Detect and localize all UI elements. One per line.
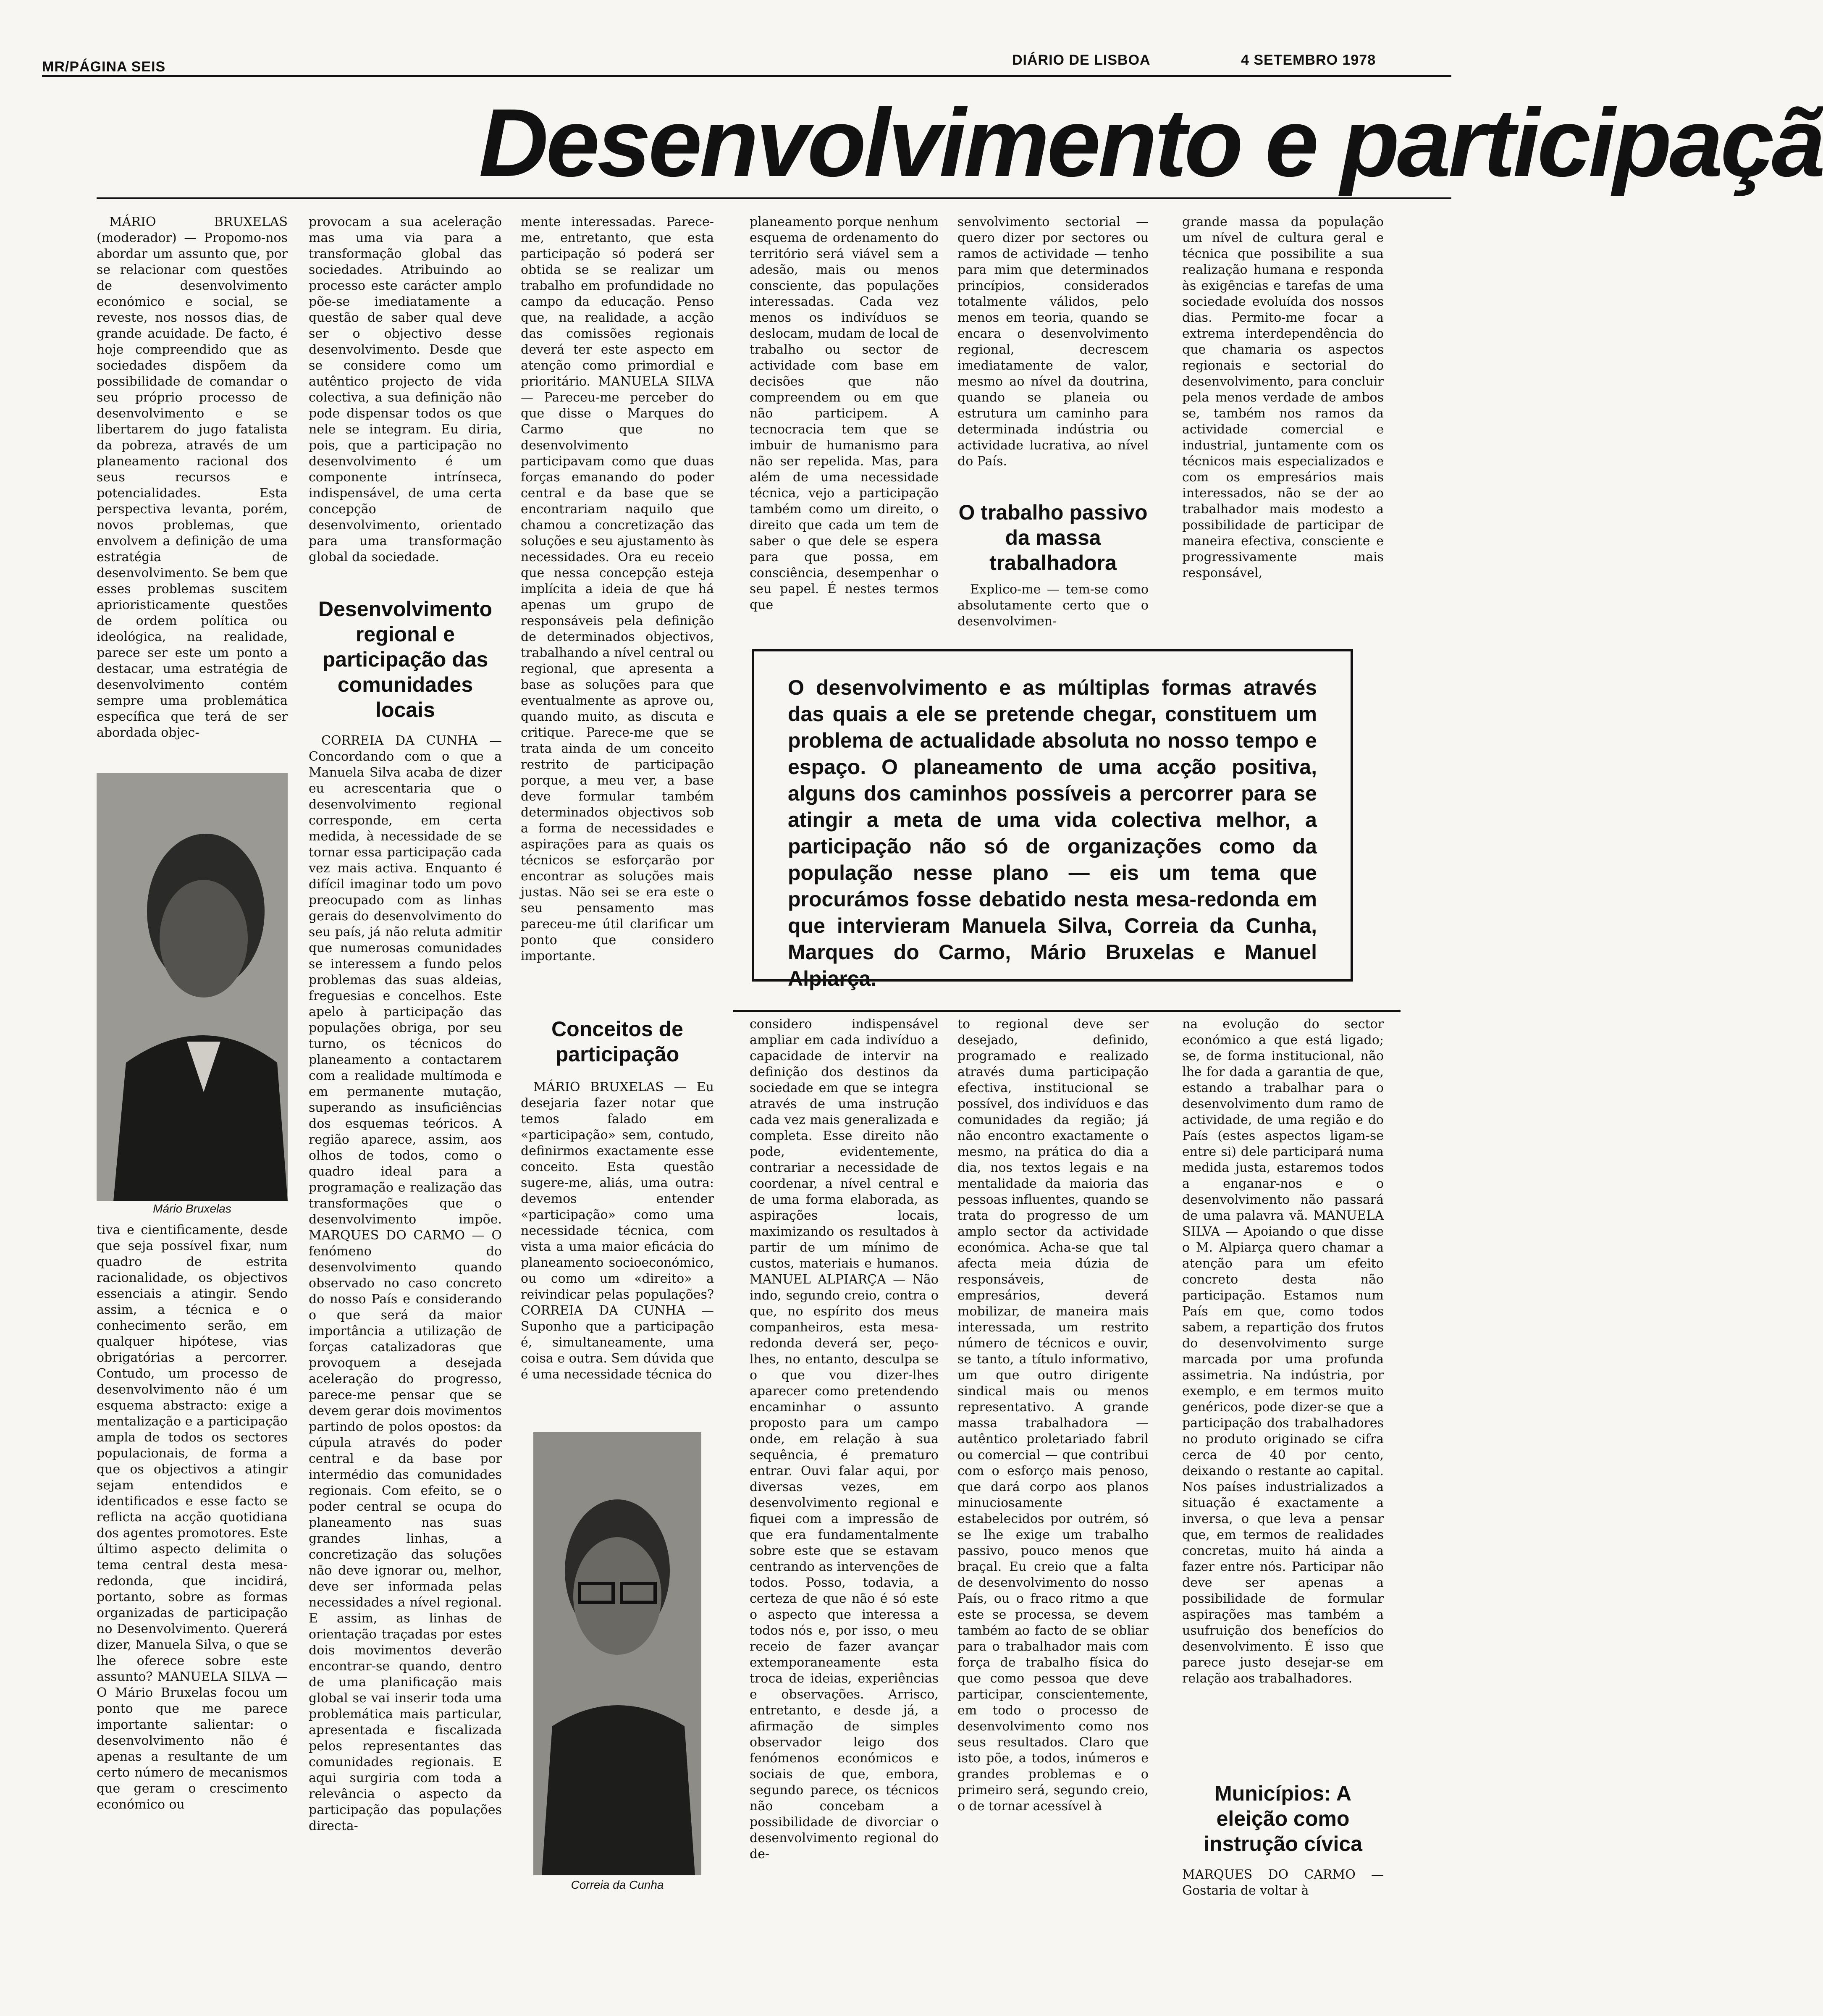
subhead-municipios: Municípios: A eleição como instrução cívica <box>1204 1782 1362 1856</box>
article-column-3-top: mente interessadas. Parece-me, entretanto, que esta participação só poderá ser obtida se se realizar um trabalho em profundidade no campo da educação. Penso que, na realidade, a acção das comissões regionais deverá ter este aspecto em atenção como primordial e prioritário. MANUELA SILVA — Pareceu-me perceber do que disse o Marques do Carmo que no desenvolvimento participavam como que duas forças emanando do poder central e da base que se encontrariam naquilo que chamou a concretização das soluções e seu ajustamento às necessidades. Ora eu receio que nessa concepção esteja implícita a ideia de que há apenas um grupo de responsáveis pela definição de determinados objectivos, trabalhando a nível central ou regional, que apresenta a base as soluções para que eventualmente as aprove ou, quando muito, as discuta e critique. Parece-me que se trata ainda de um conceito restrito de participação porque, a meu ver, a base deve formular também determinados objectivos sob a forma de necessidades e aspirações para as quais os técnicos se esforçarão por encontrar as soluções mais justas. Não sei se era este o seu pensamento mas pareceu-me útil clarificar um ponto que considero importante. <box>521 215 714 963</box>
mario-bruxelas-photo <box>97 773 288 1201</box>
photo-caption-bruxelas: Mário Bruxelas <box>153 1202 231 1215</box>
article-column-5-bottom: to regional deve ser desejado, definido, programado e realizado através duma participação efectiva, institucional se possível, dos indivíduos e das comunidades da região; já não encontro exactamente o mesmo, na prática do dia a dia, nos textos legais e na mentalidade da maioria das pessoas influentes, quando se trata do progresso de um amplo sector da actividade económica. Acha-se que tal afecta meia dúzia de responsáveis, de empresários, deverá mobilizar, de maneira mais interessada, um restrito número de técnicos e ouvir, se tanto, a título informativo, um que outro dirigente sindical mais ou menos representativo. A grande massa trabalhadora — autêntico proletariado fabril ou comercial — que contribui com o esforço mais penoso, que dará corpo aos planos minuciosamente estabelecidos por outrém, só se lhe exige um trabalho passivo, pouco menos que braçal. Eu creio que a falta de desenvolvimento do nosso País, ou o fraco ritmo a que este se processa, se devem também ao facto de se obliar para o trabalhador mais com força de trabalho física do que como pessoa que deve participar, conscientemente, em todo o processo de desenvolvimento como nos seus resultados. Claro que isto põe, a todos, inúmeros e grandes problemas e o primeiro será, segundo creio, o de tornar acessível à <box>957 1017 1149 1814</box>
correia-da-cunha-photo <box>533 1432 701 1875</box>
article-column-6-bottom: na evolução do sector económico a que está ligado; se, de forma institucional, não lhe for dada a garantia de que, estando a trabalhar para o desenvolvimento dum ramo de actividade, de uma região e do País (estes aspectos ligam-se entre si) dele participará numa medida justa, estaremos todos a enganar-nos e o desenvolvimento não passará de uma palavra vã. MANUELA SILVA — Apoiando o que disse o M. Alpiarça quero chamar a atenção para um efeito concreto desta não participação. Estamos num País em que, como todos sabem, a repartição dos frutos do desenvolvimento surge marcada por uma profunda assimetria. Na indústria, por exemplo, e em termos muito genéricos, pode dizer-se que a participação dos trabalhadores no produto originado se cifra cerca de 40 por cento, deixando o restante ao capital. Nos países industrializados a situação é exactamente a inversa, o que leva a pensar que, em termos de realidades concretas, muito há ainda a fazer entre nós. Participar não deve ser apenas a possibilidade de formular aspirações mas também a usufruição dos benefícios do desenvolvimento. É isso que parece justo desejar-se em relação aos trabalhadores. <box>1182 1017 1384 1686</box>
article-column-1-bottom: tiva e cientificamente, desde que seja possível fixar, num quadro de estrita racionalidade, os objectivos essenciais a atingir. Sendo assim, a técnica e o conhecimento serão, em qualquer hipótese, vias obrigatórias a percorrer. Contudo, um processo de desenvolvimento não é um esquema abstracto: exige a mentalização e a participação ampla de todos os sectores populacionais, de forma a que os objectivos a atingir sejam entendidos e identificados e esse facto se reflicta na acção quotidiana dos agentes promotores. Este último aspecto delimita o tema central desta mesa-redonda, que incidirá, portanto, sobre as formas organizadas de participação no Desenvolvimento. Quererá dizer, Manuela Silva, o que se lhe oferece sobre este assunto? MANUELA SILVA — O Mário Bruxelas focou um ponto que me parece importante salientar: o desenvolvimento não é apenas a resultante de um certo número de mecanismos que geram o crescimento económico ou <box>97 1223 288 1812</box>
article-column-4-bottom: considero indispensável ampliar em cada indivíduo a capacidade de intervir na definição dos destinos da sociedade em que se integra através de uma instrução cada vez mais generalizada e completa. Esse direito não pode, evidentemente, contrariar a necessidade de coordenar, a nível central e de uma forma elaborada, as aspirações locais, maximizando os resultados à partir de um mínimo de custos, materiais e humanos. MANUEL ALPIARÇA — Não indo, segundo creio, contra o que, no espírito dos meus companheiros, esta mesa-redonda deverá ser, peço-lhes, no entanto, desculpa se o que vou dizer-lhes aparecer como pretendendo encaminhar o assunto proposto para um campo onde, em relação à sua sequência, é prematuro entrar. Ouvi falar aqui, por diversas vezes, em desenvolvimento regional e fiquei com a impressão de que era fundamentalmente sobre este que se estavam centrando as intervenções de todos. Posso, todavia, a certeza de que não é só este o aspecto que interessa a todos nós e, por isso, o meu receio de fazer avançar extemporaneamente esta troca de ideias, experiências e observações. Arrisco, entretanto, e desde já, a afirmação de simples observador leigo dos fenómenos económicos e sociais de que, embora, segundo parece, os técnicos não concebam a possibilidade de divorciar o desenvolvimento regional do de- <box>750 1017 939 1861</box>
article-column-1-top: MÁRIO BRUXELAS (moderador) — Propomo-nos abordar um assunto que, por se relacionar com questões de desenvolvimento económico e social, se reveste, nos nossos dias, de grande acuidade. De facto, é hoje compreendido que as sociedades dispõem da possibilidade de comandar o seu próprio processo de desenvolvimento e se libertarem do jugo fatalista da pobreza, através de um planeamento racional dos seus recursos e potencialidades. Esta perspectiva levanta, porém, novos problemas, que envolvem a definição de uma estratégia de desenvolvimento. Se bem que esses problemas suscitem aprioristicamente questões de ordem política ou ideológica, na realidade, parece ser este um ponto a destacar, uma estratégia de desenvolvimento contém sempre uma problemática específica que terá de ser abordada objec- <box>97 215 288 740</box>
article-column-5-top: senvolvimento sectorial — quero dizer por sectores ou ramos de actividade — tenho para mim que determinados princípios, considerados totalmente válidos, pelo menos em teoria, quando se encara o desenvolvimento regional, decrescem imediatamente de valor, mesmo ao nível da doutrina, quando se planeia ou estrutura um caminho para determinada indústria ou actividade lucrativa, ao nível do País. <box>957 215 1149 469</box>
article-column-4-top: planeamento porque nenhum esquema de ordenamento do território será viável sem a adesão, mais ou menos consciente, das populações interessadas. Cada vez menos os indivíduos se deslocam, mudam de local de trabalho ou sector de actividade com base em decisões que não compreendem ou em que não participem. A tecnocracia tem que se imbuir de humanismo para não ser repelida. Mas, para além de uma necessidade técnica, vejo a participação também como um direito, o direito que cada um tem de saber o que dele se espera para que possa, em consciência, desempenhar o seu papel. É nestes termos que <box>750 215 939 612</box>
article-column-6-end: MARQUES DO CARMO — Gostaria de voltar à <box>1182 1867 1384 1898</box>
intro-box <box>752 649 1353 990</box>
headline-rule <box>97 197 1451 199</box>
article-column-2-top: provocam a sua aceleração mas uma via para a transformação global das sociedades. Atribuindo ao processo este carácter amplo põe-se imediatamente a questão de saber qual deve ser o objectivo desse desenvolvimento. Desde que se considere como um autêntico projecto de vida colectiva, a sua definição não pode dispensar todos os que nele se integram. Eu diria, pois, que a participação no desenvolvimento é um componente intrínseca, indispensável, de uma certa concepção de desenvolvimento, orientado para uma transformação global da sociedade. <box>309 215 502 564</box>
newspaper-name: DIÁRIO DE LISBOA <box>1012 52 1151 68</box>
issue-date: 4 SETEMBRO 1978 <box>1241 52 1376 68</box>
photo-caption-cunha: Correia da Cunha <box>571 1878 664 1891</box>
subhead-trabalho: O trabalho passivo da massa trabalhadora <box>958 501 1148 575</box>
article-column-5-mid: Explico-me — tem-se como absolutamente certo que o desenvolvimen- <box>957 582 1149 629</box>
intro-box-text: O desenvolvimento e as múltiplas formas através das quais a ele se pretende chegar, constituem um problema de actualidade absoluta no nosso tempo e espaço. O planeamento de uma acção positiva, alguns dos caminhos possíveis a percorrer para se atingir a meta de uma vida colectiva melhor, a participação não só de organizações como da população nesse plano — eis um tema que procurámos fosse debatido nesta mesa-redonda em que intervieram Manuela Silva, Correia da Cunha, Marques do Carmo, Mário Bruxelas e Manuel Alpiarça. <box>788 676 1317 990</box>
subhead-conceitos: Conceitos de participação <box>551 1017 683 1066</box>
lower-section-rule <box>733 1010 1401 1012</box>
article-column-2-bottom: CORREIA DA CUNHA — Concordando com o que a Manuela Silva acaba de dizer eu acrescentaria que o desenvolvimento regional corresponde, em certa medida, à necessidade de se tornar essa participação cada vez mais activa. Enquanto é difícil imaginar todo um povo preocupado com as linhas gerais do desenvolvimento do seu país, já não reluta admitir que numerosas comunidades se interessem a fundo pelos problemas das suas aldeias, freguesias e concelhos. Este apelo à participação das populações obriga, por seu turno, os técnicos do planeamento a contactarem com a realidade multímoda e em permanente mutação, superando as insuficiências dos esquemas teóricos. A região aparece, assim, aos olhos de todos, como o quadro ideal para a programação e realização das transformações que o desenvolvimento impõe. MARQUES DO CARMO — O fenómeno do desenvolvimento quando observado no caso concreto do nosso País e considerando o que será da maior importância a utilização de forças catalizadoras que provoquem a desejada aceleração do progresso, parece-me pensar que se devem gerar dois movimentos partindo de polos opostos: da cúpula através do poder central e da base por intermédio das comunidades regionais. Com efeito, se o poder central se ocupa do planeamento nas suas grandes linhas, a concretização das soluções não deve ignorar ou, melhor, deve ser informada pelas necessidades a nível regional. E assim, as linhas de orientação traçadas por estes dois movimentos deverão encontrar-se quando, dentro de uma planificação mais global se vai inserir toda uma problemática mais particular, apresentada e fiscalizada pelos representantes das comunidades regionais. E aqui surgiria com toda a relevância o aspecto da participação das populações directa- <box>309 733 502 1833</box>
portrait-image <box>533 1432 701 1875</box>
section-label: MR/PÁGINA SEIS <box>42 59 166 75</box>
article-column-6-top: grande massa da população um nível de cultura geral e técnica que possibilite a sua realização humana e responda às exigências e tarefas de uma sociedade evoluída dos nossos dias. Permito-me focar a extrema interdependência do que chamaria os aspectos regionais e sectorial do desenvolvimento, para concluir pela menos verdade de ambos se, também nos ramos da actividade comercial e industrial, juntamente com os técnicos mais especializados e com os empresários mais interessados, não se der ao trabalhador mais modesto a possibilidade de participar de maneira efectiva, consciente e progressivamente mais responsável, <box>1182 215 1384 580</box>
article-column-3-middle: MÁRIO BRUXELAS — Eu desejaria fazer notar que temos falado em «participação» sem, contudo, definirmos exactamente esse conceito. Esta questão sugere-me, aliás, uma outra: devemos entender «participação» como uma necessidade técnica, com vista a uma maior eficácia do planeamento socioeconómico, ou como um «direito» a reivindicar pelas populações? CORREIA DA CUNHA — Suponho que a participação é, simultaneamente, uma coisa e outra. Sem dúvida que é uma necessidade técnica do <box>521 1080 714 1382</box>
subhead-regional: Desenvolvimento regional e participação das comunidades locais <box>318 597 492 722</box>
headline: Desenvolvimento e participaçã <box>479 89 1823 197</box>
header-rule <box>42 75 1451 77</box>
portrait-image <box>97 773 288 1201</box>
